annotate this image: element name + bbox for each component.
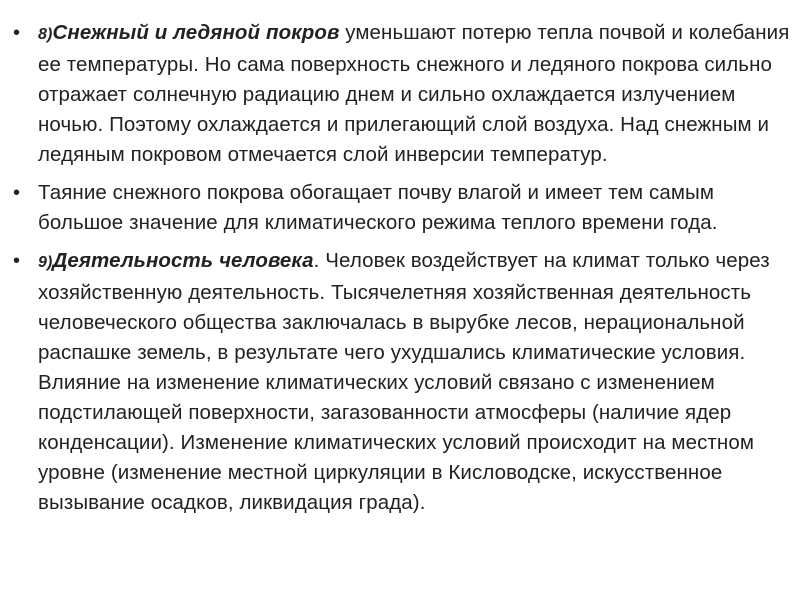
bullet-number: 8) <box>38 26 53 43</box>
bullet-dot: • <box>13 22 21 44</box>
bullet-text: Таяние снежного покрова обогащает почву влагой и имеет тем самым большое значение для климатического режима теплого времени года. <box>38 181 718 234</box>
bullet-heading <box>38 249 314 272</box>
bullet-dot: • <box>13 182 21 204</box>
bullet-dot: • <box>13 250 21 272</box>
bullet-heading-text: Снежный и ледяной покров <box>52 21 340 44</box>
bullet-text: . Человек воздействует на климат только через хозяйственную деятельность. Тысячелетняя хозяйственная деятельность человеческого общества заключалась в вырубке лесов, нерациональной распашке земель, в результате чего ухудшались климатические условия. Влияние на изменение климатических условий связано с изменением подстилающей поверхности, загазованности атмосферы (наличие ядер конденсации). Изменение климатических условий происходит на местном уровне (изменение местной циркуляции в Кисловодске, искусственное вызывание осадков, ликвидация града). <box>38 249 770 514</box>
bullet-item <box>13 178 794 238</box>
bullet-item <box>13 246 794 518</box>
bullet-number: 9) <box>38 254 53 271</box>
bullet-heading-text: Деятельность человека <box>52 249 314 272</box>
bullet-heading <box>38 21 339 44</box>
bullet-text: уменьшают потерю тепла почвой и колебания ее температуры. Но сама поверхность снежного и ледяного покрова сильно отражает солнечную радиацию днем и сильно охлаждается излучением ночью. Поэтому охлаждается и прилегающий слой воздуха. Над снежным и ледяным покровом отмечается слой инверсии температур. <box>38 21 790 166</box>
bullet-item <box>13 18 794 170</box>
bullet-list <box>13 18 794 518</box>
